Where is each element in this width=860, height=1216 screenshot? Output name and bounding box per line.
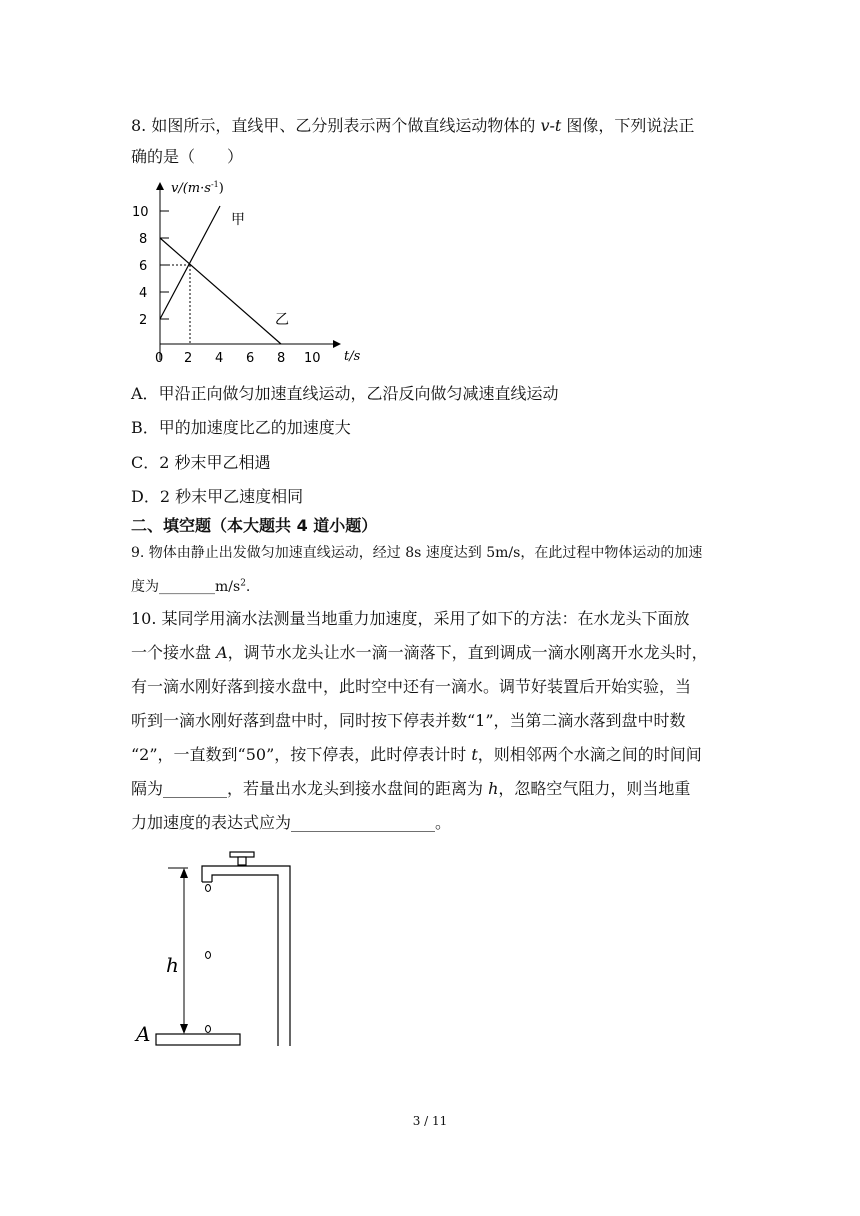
q9-line1: 9. 物体由静止出发做匀加速直线运动，经过 8s 速度达到 5m/s，在此过程中物体运动的加速 [131, 545, 703, 561]
q10-line5-post: ，则相邻两个水滴之间的时间间 [477, 745, 702, 764]
page-number: 3 / 11 [412, 1114, 448, 1128]
water-drop [206, 885, 211, 892]
line-yi [160, 238, 281, 344]
q8-line1 [131, 113, 694, 136]
y-tick-label: 4 [139, 286, 148, 301]
option-a: A．甲沿正向做匀加速直线运动，乙沿反向做匀减速直线运动 [131, 384, 559, 403]
q9-line2 [131, 576, 250, 596]
faucet-pipe-inner [212, 875, 278, 1046]
q10-line5-var: t [471, 745, 478, 764]
water-drop-apparatus [128, 848, 308, 1048]
x-tick-label: 10 [304, 351, 321, 366]
option-d: D．2 秒末甲乙速度相同 [131, 487, 304, 506]
x-tick-label: 4 [215, 351, 224, 366]
h-label: h [166, 953, 179, 977]
y-tick-label: 10 [132, 205, 149, 220]
h-arrow-top [180, 868, 188, 878]
q10-line1: 10. 某同学用滴水法测量当地重力加速度，采用了如下的方法：在水龙头下面放 [131, 609, 690, 628]
faucet-pipe [202, 866, 290, 1046]
y-tick-label: 6 [139, 259, 148, 274]
q10-line4: 听到一滴水刚好落到盘中时，同时按下停表并数“1”，当第二滴水落到盘中时数 [131, 711, 686, 730]
y-axis-label: $v/(m\cdot s^{-1})$ [171, 180, 224, 196]
q10-line2-var: A [216, 643, 228, 662]
vt-graph [125, 178, 375, 368]
q10-line5 [131, 742, 702, 765]
q9-line2-pre: 度为________m/s [131, 579, 241, 595]
q9-line2-post: . [245, 579, 251, 595]
x-tick-label: 8 [277, 351, 286, 366]
q10-line6 [131, 776, 690, 799]
q10-line7: 力加速度的表达式应为__________________。 [131, 813, 452, 832]
q10-line2-pre: 一个接水盘 [131, 643, 217, 662]
x-axis-label: t/s [344, 349, 361, 364]
q9-line2-exp: 2 [240, 578, 246, 589]
y-ticks [132, 205, 169, 328]
q10-line2 [131, 640, 708, 663]
x-tick-label: 0 [155, 351, 164, 366]
q8-line1-post: 图像，下列说法正 [561, 116, 695, 135]
water-drop [206, 1026, 211, 1033]
line-jia-label: 甲 [231, 212, 245, 228]
q10-line5-pre: “2”，一直数到“50”，按下停表，此时停表计时 [131, 745, 472, 764]
plate-a [156, 1034, 240, 1045]
x-ticks [155, 351, 321, 366]
line-yi-label: 乙 [275, 312, 289, 328]
q8-line1-pre: 8. 如图所示，直线甲、乙分别表示两个做直线运动物体的 [131, 116, 541, 135]
y-tick-label: 8 [139, 232, 148, 247]
x-tick-label: 2 [184, 351, 193, 366]
x-tick-label: 6 [246, 351, 255, 366]
y-tick-label: 2 [139, 313, 148, 328]
q8-line1-var: v-t [540, 116, 562, 135]
section-heading: 二、填空题（本大题共 4 道小题） [131, 516, 378, 535]
faucet-stem [238, 857, 246, 865]
q8-line2: 确的是（ ） [131, 147, 244, 166]
h-arrow-bottom [180, 1024, 188, 1034]
q10-line3: 有一滴水刚好落到接水盘中，此时空中还有一滴水。调节好装置后开始实验，当 [131, 677, 692, 696]
a-label: A [136, 1022, 151, 1046]
q10-line6-post: ，忽略空气阻力，则当地重 [498, 779, 691, 798]
water-drop [206, 952, 211, 959]
x-axis-arrow [333, 340, 341, 348]
q10-line6-pre: 隔为________，若量出水龙头到接水盘间的距离为 [131, 779, 489, 798]
q10-line6-var: h [488, 779, 499, 798]
option-b: B．甲的加速度比乙的加速度大 [131, 418, 351, 437]
faucet-handle [230, 852, 254, 857]
option-c: C．2 秒末甲乙相遇 [131, 453, 271, 472]
q10-line2-post: ，调节水龙头让水一滴一滴落下，直到调成一滴水刚离开水龙头时， [227, 643, 708, 662]
y-axis-arrow [156, 182, 164, 190]
